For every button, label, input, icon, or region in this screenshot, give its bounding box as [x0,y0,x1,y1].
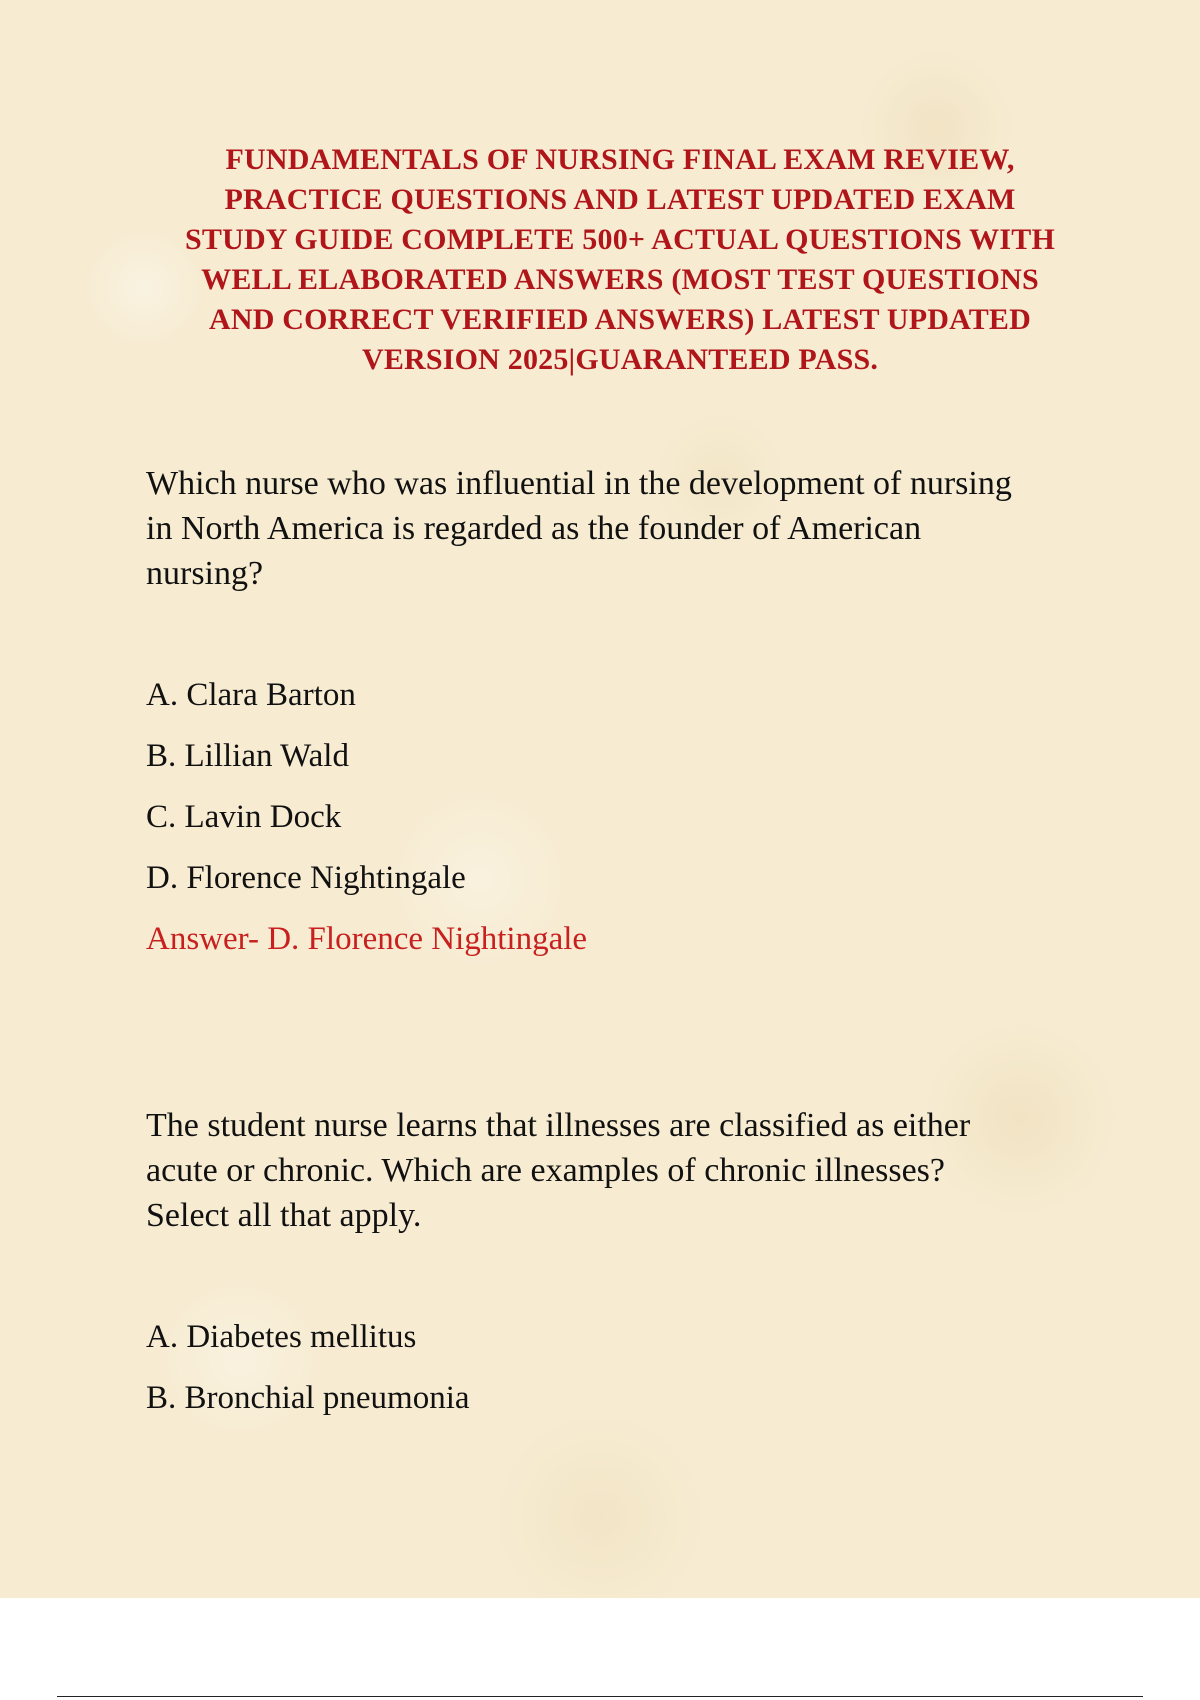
question-line: in North America is regarded as the founder of American [146,510,922,547]
option-d: D. Florence Nightingale [146,860,466,896]
title-line: WELL ELABORATED ANSWERS (MOST TEST QUESTIONS [201,263,1039,296]
option-c: C. Lavin Dock [146,799,342,835]
title-line: STUDY GUIDE COMPLETE 500+ ACTUAL QUESTIONS WITH [184,223,1055,256]
question-line: Which nurse who was influential in the development of nursing [146,465,1012,502]
question-1 [146,461,1106,596]
option-list [146,1307,1106,1429]
question-prompt [146,1103,1106,1238]
title-line: AND CORRECT VERIFIED ANSWERS) LATEST UPDATED [208,303,1032,336]
question-prompt [146,461,1106,596]
option-a: A. Diabetes mellitus [146,1319,417,1355]
title-line: FUNDAMENTALS OF NURSING FINAL EXAM REVIEW, [225,143,1015,176]
option-a: A. Clara Barton [146,677,356,713]
option-list [146,665,1106,909]
question-line: acute or chronic. Which are examples of chronic illnesses? [146,1152,945,1189]
question-line: nursing? [146,555,264,592]
document-title [140,140,1100,380]
question-1-options [146,665,1106,970]
question-2-options [146,1307,1106,1429]
question-2 [146,1103,1106,1238]
option-b: B. Bronchial pneumonia [146,1380,470,1416]
question-line: Select all that apply. [146,1197,422,1234]
title-line: VERSION 2025|GUARANTEED PASS. [361,343,879,376]
answer-line: Answer- D. Florence Nightingale [146,921,588,957]
option-b: B. Lillian Wald [146,738,349,774]
question-line: The student nurse learns that illnesses are classified as either [146,1107,971,1144]
title-line: PRACTICE QUESTIONS AND LATEST UPDATED EXAM [224,183,1016,216]
footer-rule [57,1696,1143,1697]
